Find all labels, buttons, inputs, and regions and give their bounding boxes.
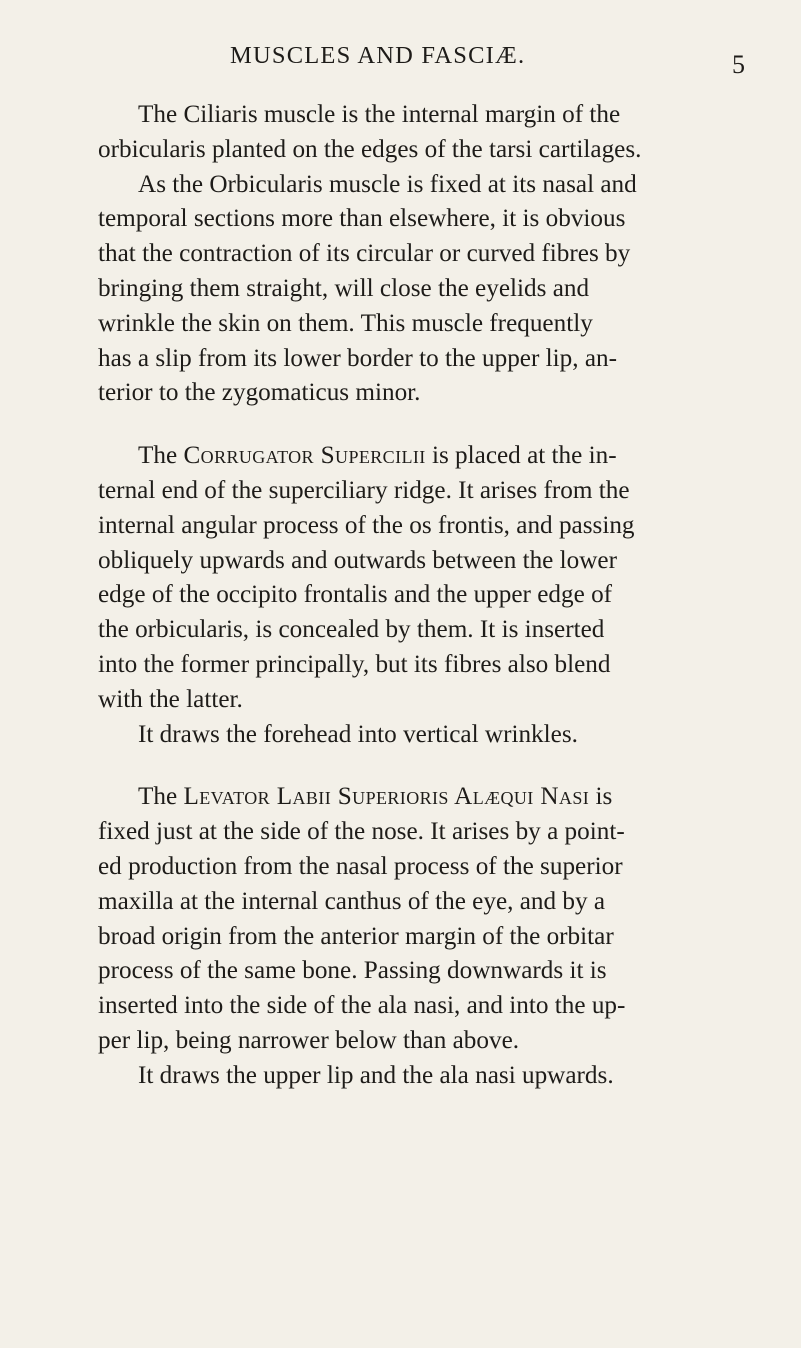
- body-text: [98, 98, 740, 1094]
- text-line: broad origin from the anterior margin of the orbitar: [98, 922, 614, 950]
- text-line: [98, 780, 740, 815]
- text-line: inserted into the side of the ala nasi, and into the up-: [98, 992, 626, 1020]
- text-line: fixed just at the side of the nose. It arises by a point-: [98, 818, 625, 846]
- text-line: edge of the occipito frontalis and the upper edge of: [98, 581, 613, 609]
- text-line: internal angular process of the os frontis, and passing: [98, 511, 635, 539]
- page-header: [0, 42, 801, 82]
- text-line: process of the same bone. Passing downwards it is: [98, 957, 607, 985]
- heading-prefix: The: [138, 442, 184, 470]
- paragraph-levator: [98, 780, 740, 1093]
- text-line: orbicularis planted on the edges of the tarsi cartilages.: [98, 135, 642, 163]
- text-line: It draws the upper lip and the ala nasi upwards.: [138, 1061, 614, 1089]
- text-line: with the latter.: [98, 685, 243, 713]
- text-line: ed production from the nasal process of the superior: [98, 852, 623, 880]
- heading-line-rest: is placed at the in-: [425, 442, 617, 470]
- text-line: that the contraction of its circular or curved fibres by: [98, 240, 631, 268]
- text-line: temporal sections more than elsewhere, it is obvious: [98, 205, 626, 233]
- text-line: bringing them straight, will close the eyelids and: [98, 274, 590, 302]
- text-line: maxilla at the internal canthus of the eye, and by a: [98, 887, 606, 915]
- text-line: per lip, being narrower below than above.: [98, 1026, 520, 1054]
- text-line: terior to the zygomaticus minor.: [98, 379, 421, 407]
- text-line: obliquely upwards and outwards between the lower: [98, 546, 618, 574]
- paragraph-gap: [98, 752, 740, 780]
- heading-line-rest: is: [589, 783, 613, 811]
- paragraph-corrugator: [98, 439, 740, 752]
- text-line: wrinkle the skin on them. This muscle frequently: [98, 309, 593, 337]
- text-line: has a slip from its lower border to the upper lip, an-: [98, 344, 618, 372]
- muscle-heading: Levator Labii Superioris Alæqui Nasi: [183, 783, 590, 811]
- text-line: [98, 439, 740, 474]
- text-line: the orbicularis, is concealed by them. It is inserted: [98, 616, 605, 644]
- paragraph-ciliaris: [98, 98, 740, 411]
- text-line: The Ciliaris muscle is the internal margin of the: [138, 101, 621, 128]
- text-line: It draws the forehead into vertical wrinkles.: [138, 720, 578, 748]
- running-head: MUSCLES AND FASCIÆ.: [230, 42, 526, 69]
- muscle-heading: Corrugator Supercilii: [183, 442, 426, 470]
- page-number: 5: [732, 50, 745, 79]
- heading-prefix: The: [138, 783, 184, 811]
- text-line: ternal end of the superciliary ridge. It arises from the: [98, 476, 630, 504]
- text-line: into the former principally, but its fibres also blend: [98, 650, 611, 678]
- paragraph-gap: [98, 411, 740, 439]
- text-line: As the Orbicularis muscle is fixed at its nasal and: [138, 170, 637, 198]
